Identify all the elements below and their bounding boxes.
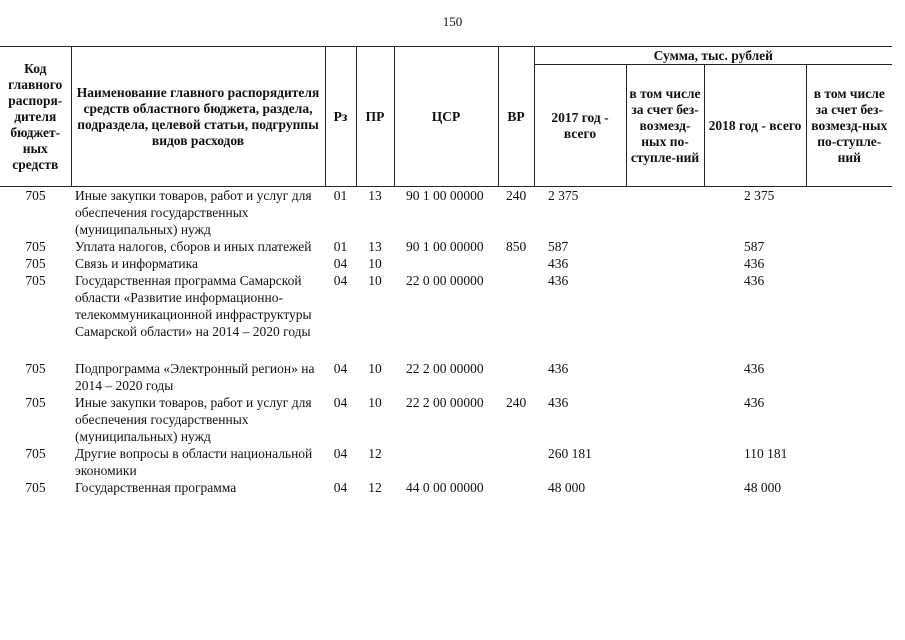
cell-vr: 850 <box>506 239 527 254</box>
cell-name: Государственная программа <box>75 480 237 495</box>
cell-code: 705 <box>25 273 46 288</box>
table-row <box>0 479 892 496</box>
table-spacer-row <box>0 340 892 360</box>
cell-csr: 22 2 00 00000 <box>406 395 484 410</box>
cell-sum-2017: 2 375 <box>548 188 579 203</box>
cell-name: Иные закупки товаров, работ и услуг для обеспечения государственных (муниципальных) нужд <box>75 395 312 444</box>
cell-sum-2018-free <box>806 187 892 239</box>
cell-sum-2017-free <box>626 272 704 340</box>
table-row <box>0 187 892 239</box>
cell-sum-2018-free <box>806 394 892 445</box>
cell-sum-2017: 436 <box>548 256 569 271</box>
header-vr: ВР <box>498 47 534 187</box>
cell-sum-2018-free <box>806 255 892 272</box>
cell-pr: 13 <box>368 188 382 203</box>
table-row <box>0 360 892 394</box>
header-csr: ЦСР <box>394 47 498 187</box>
cell-vr: 240 <box>506 188 527 203</box>
cell-name: Государственная программа Самарской области «Развитие информационно-телекоммуникационной инфраструктуры Самарской области» на 2014 – 2020 годы <box>75 273 312 339</box>
cell-code: 705 <box>25 446 46 461</box>
cell-sum-2017-free <box>626 255 704 272</box>
budget-table <box>0 46 892 496</box>
cell-name: Связь и информатика <box>75 256 198 271</box>
cell-code: 705 <box>25 256 46 271</box>
cell-vr: 240 <box>506 395 527 410</box>
cell-pr: 10 <box>368 273 382 288</box>
cell-sum-2018: 436 <box>744 395 765 410</box>
cell-sum-2017: 436 <box>548 395 569 410</box>
cell-code: 705 <box>25 361 46 376</box>
cell-csr: 22 0 00 00000 <box>406 273 484 288</box>
cell-sum-2018-free <box>806 445 892 479</box>
header-name: Наименование главного распорядителя средств областного бюджета, раздела, подраздела, целевой статьи, подгруппы видов расходов <box>71 47 325 187</box>
table-row <box>0 272 892 340</box>
cell-rz: 01 <box>333 188 348 203</box>
header-pr: ПР <box>356 47 394 187</box>
cell-rz: 01 <box>333 239 348 254</box>
cell-rz: 04 <box>333 446 348 461</box>
table-header <box>0 47 892 187</box>
cell-rz: 04 <box>333 361 348 376</box>
cell-sum-2018-free <box>806 360 892 394</box>
cell-sum-2018: 436 <box>744 361 765 376</box>
header-sum: Сумма, тыс. рублей <box>534 47 892 65</box>
cell-name: Другие вопросы в области национальной экономики <box>75 446 313 478</box>
cell-sum-2017-free <box>626 238 704 255</box>
cell-sum-2018: 2 375 <box>744 188 775 203</box>
cell-csr: 90 1 00 00000 <box>406 188 484 203</box>
cell-sum-2018-free <box>806 479 892 496</box>
cell-sum-2018: 48 000 <box>744 480 782 495</box>
cell-pr: 10 <box>368 361 382 376</box>
cell-pr: 10 <box>368 256 382 271</box>
cell-sum-2018-free <box>806 272 892 340</box>
cell-sum-2017: 587 <box>548 239 569 254</box>
cell-code: 705 <box>25 239 46 254</box>
header-incl-2017: в том числе за счет без-возмезд-ных по-ступле-ний <box>626 65 704 187</box>
table-body <box>0 187 892 497</box>
cell-vr <box>498 360 534 394</box>
cell-pr: 13 <box>368 239 382 254</box>
cell-code: 705 <box>25 480 46 495</box>
cell-pr: 12 <box>368 446 382 461</box>
cell-sum-2017-free <box>626 479 704 496</box>
cell-name: Иные закупки товаров, работ и услуг для обеспечения государственных (муниципальных) нужд <box>75 188 312 237</box>
cell-sum-2017: 436 <box>548 273 569 288</box>
table-row <box>0 255 892 272</box>
cell-sum-2017-free <box>626 445 704 479</box>
cell-sum-2017: 260 181 <box>548 446 592 461</box>
cell-csr <box>394 445 498 479</box>
cell-vr <box>498 445 534 479</box>
cell-pr: 10 <box>368 395 382 410</box>
cell-code: 705 <box>25 188 46 203</box>
header-code: Код главного распоря-дителя бюджет-ных средств <box>0 47 71 187</box>
page-number: 150 <box>442 14 463 29</box>
cell-csr: 90 1 00 00000 <box>406 239 484 254</box>
cell-rz: 04 <box>333 256 348 271</box>
cell-vr <box>498 255 534 272</box>
cell-code: 705 <box>25 395 46 410</box>
cell-csr: 44 0 00 00000 <box>406 480 484 495</box>
table-row <box>0 445 892 479</box>
cell-sum-2018: 110 181 <box>744 446 788 461</box>
cell-pr: 12 <box>368 480 382 495</box>
cell-sum-2018: 587 <box>744 239 765 254</box>
header-total-2017: 2017 год - всего <box>534 65 626 187</box>
cell-rz: 04 <box>333 273 348 288</box>
cell-csr: 22 2 00 00000 <box>406 361 484 376</box>
cell-sum-2018-free <box>806 238 892 255</box>
cell-csr <box>394 255 498 272</box>
cell-sum-2018: 436 <box>744 273 765 288</box>
cell-vr <box>498 272 534 340</box>
cell-sum-2017: 436 <box>548 361 569 376</box>
cell-sum-2017-free <box>626 394 704 445</box>
cell-name: Подпрограмма «Электронный регион» на 2014 – 2020 годы <box>75 361 315 393</box>
spacer-cell <box>0 340 892 360</box>
cell-sum-2017-free <box>626 187 704 239</box>
cell-name: Уплата налогов, сборов и иных платежей <box>75 239 312 254</box>
cell-sum-2017: 48 000 <box>548 480 586 495</box>
cell-rz: 04 <box>333 480 348 495</box>
table-row <box>0 394 892 445</box>
cell-vr <box>498 479 534 496</box>
header-rz: Рз <box>325 47 356 187</box>
cell-sum-2018: 436 <box>744 256 765 271</box>
header-total-2018: 2018 год - всего <box>704 65 806 187</box>
table-row <box>0 238 892 255</box>
header-incl-2018: в том числе за счет без-возмезд-ных по-ступле-ний <box>806 65 892 187</box>
cell-sum-2017-free <box>626 360 704 394</box>
cell-rz: 04 <box>333 395 348 410</box>
